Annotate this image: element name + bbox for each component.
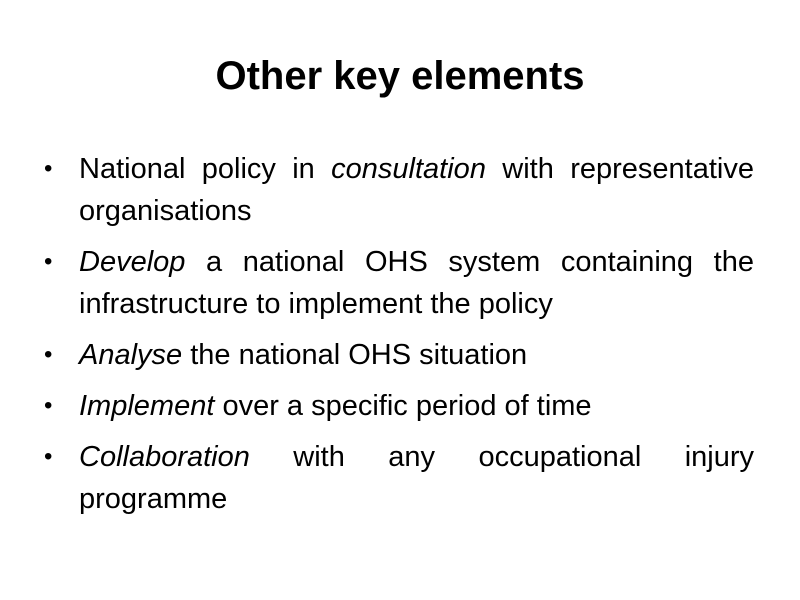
bullet-text	[79, 148, 754, 232]
bullet-icon: •	[44, 155, 53, 182]
bullet-text-post: over a specific period of time	[214, 390, 592, 422]
bullet-item	[44, 148, 754, 232]
bullet-text	[79, 436, 754, 520]
bullet-item	[44, 334, 754, 376]
bullet-list	[44, 148, 754, 529]
slide-title: Other key elements	[215, 54, 585, 98]
bullet-text-post: with representative organisations	[79, 153, 754, 227]
bullet-text-emphasis: Implement	[79, 390, 215, 422]
bullet-text-post: the national OHS situation	[182, 339, 528, 371]
bullet-item	[44, 241, 754, 325]
bullet-text-pre: National policy in	[79, 153, 332, 185]
bullet-text-emphasis: Collaboration	[79, 441, 250, 473]
bullet-text-emphasis: consultation	[331, 153, 486, 185]
bullet-text	[79, 385, 754, 427]
bullet-text-post: with any occupational injury programme	[79, 441, 754, 515]
bullet-item	[44, 436, 754, 520]
bullet-icon: •	[44, 392, 53, 419]
bullet-icon: •	[44, 443, 53, 470]
bullet-text-emphasis: Analyse	[79, 339, 183, 371]
bullet-text	[79, 334, 754, 376]
bullet-text	[79, 241, 754, 325]
bullet-text-post: a national OHS system containing the infrastructure to implement the policy	[79, 246, 754, 320]
bullet-icon: •	[44, 248, 53, 275]
bullet-text-emphasis: Develop	[79, 246, 186, 278]
bullet-icon: •	[44, 341, 53, 368]
bullet-item	[44, 385, 754, 427]
